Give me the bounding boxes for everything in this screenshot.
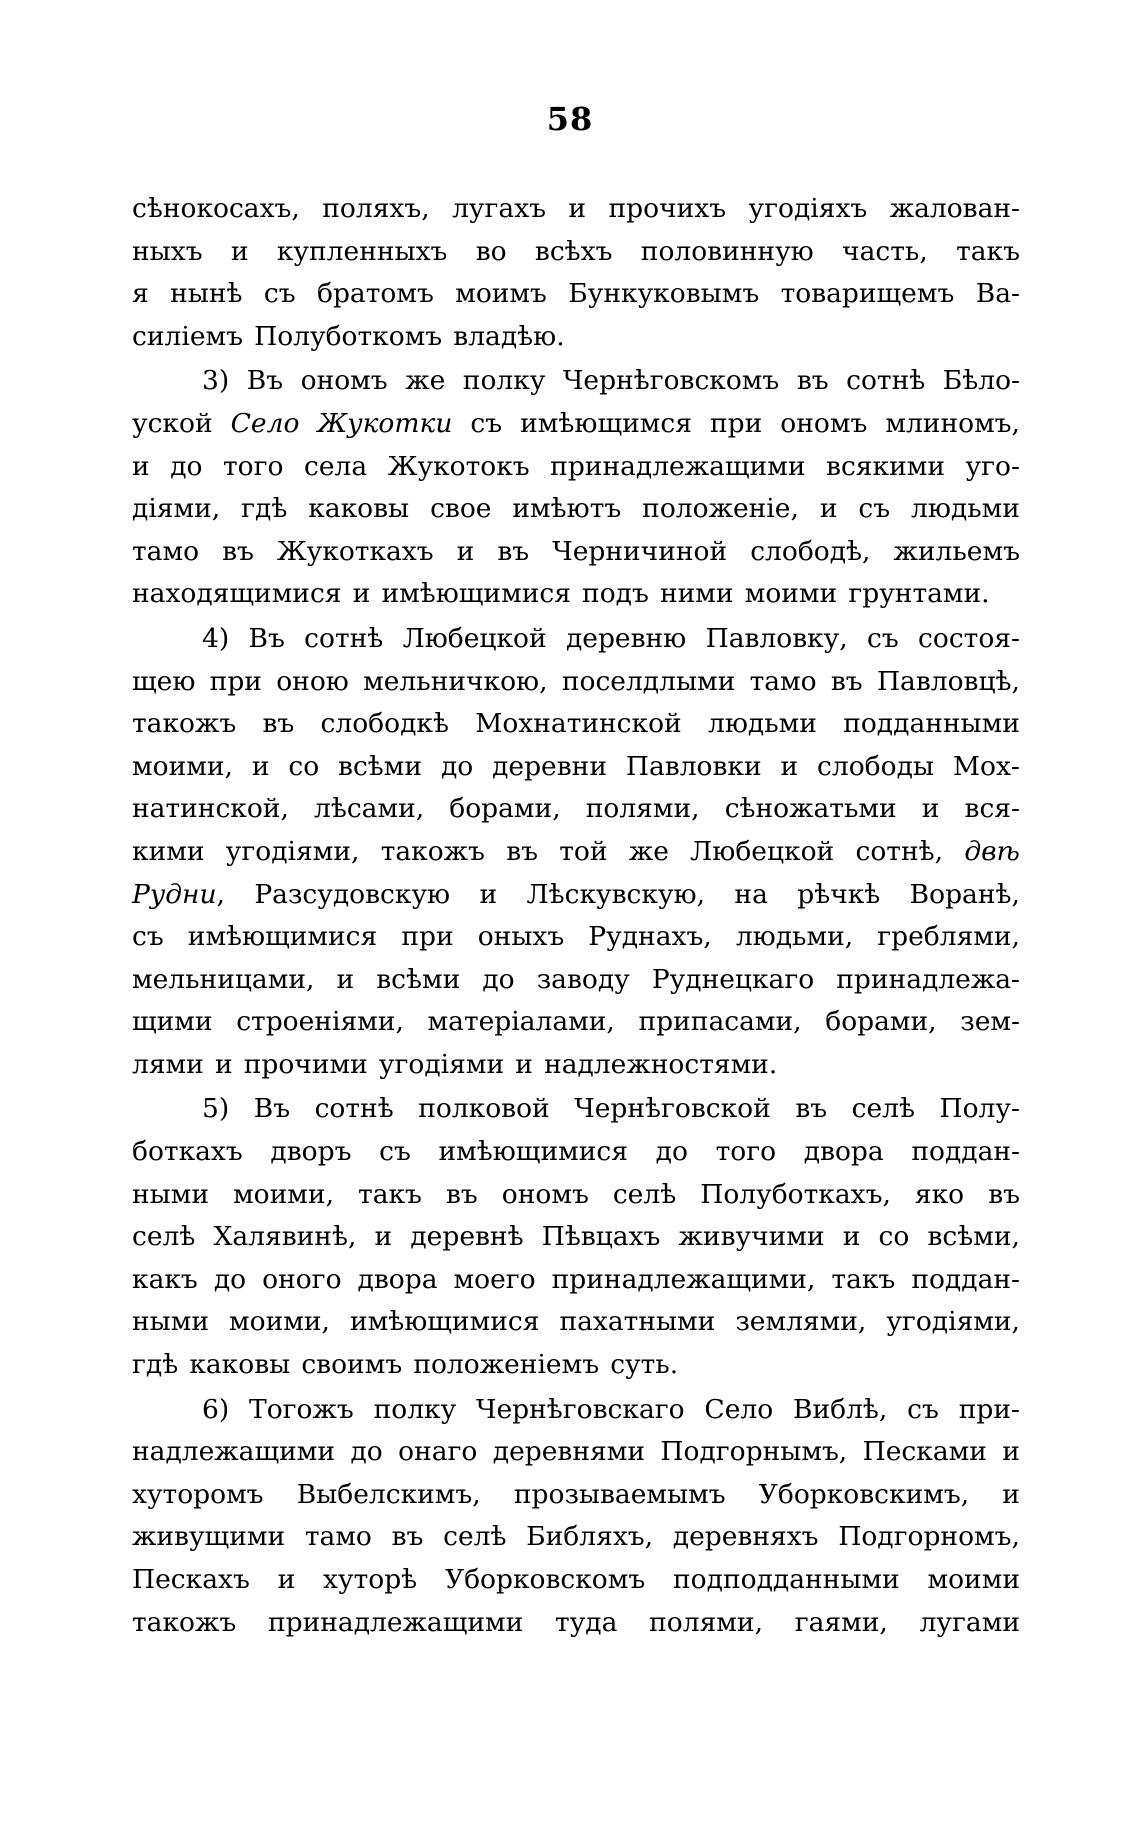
text-line (132, 1301, 1020, 1344)
word: и (336, 963, 355, 995)
word: и (479, 878, 498, 910)
word: свое (430, 493, 492, 525)
word: Чернѣговскаго (476, 1393, 685, 1425)
word: положеніе, (642, 493, 799, 525)
word: при- (958, 1393, 1020, 1425)
word: съ (132, 921, 164, 953)
word: и (842, 1221, 861, 1253)
text-line (132, 1344, 1020, 1387)
word: полковой (418, 1093, 550, 1125)
word: нынѣ (170, 278, 243, 310)
word: Подгорномъ, (838, 1521, 1020, 1553)
word: купленныхъ (276, 235, 448, 267)
body-text (132, 188, 1020, 1644)
word: мельницами, (132, 963, 315, 995)
word: до (350, 1436, 383, 1468)
word: моими (927, 1564, 1020, 1595)
text-line (132, 1431, 1020, 1474)
word: 6) (202, 1393, 230, 1425)
word: деревни (492, 750, 607, 782)
word: слободы (817, 750, 934, 782)
word: принадлежащими (267, 1606, 524, 1638)
word: деревню (565, 622, 687, 654)
word: щею (132, 665, 196, 697)
word: съ (470, 407, 503, 439)
word: подподданными (673, 1564, 900, 1595)
page-number: 58 (546, 100, 594, 138)
word: лугахъ (452, 193, 546, 224)
word: борами, (825, 1006, 937, 1038)
word: сотнѣ (304, 622, 384, 654)
word: того (223, 450, 284, 482)
text-line (132, 618, 1020, 661)
word: дворъ (270, 1136, 352, 1168)
word: и (374, 1221, 393, 1253)
word: яко (914, 1178, 965, 1210)
word: поддан- (911, 1136, 1020, 1168)
word: землями, (735, 1306, 867, 1338)
word: и (1002, 1436, 1020, 1468)
word: суть. (610, 1349, 679, 1381)
word: въ (506, 835, 538, 867)
text-line (132, 959, 1020, 1002)
word: на (734, 878, 768, 910)
word: братомъ (317, 278, 434, 310)
word: Халявинѣ, (213, 1221, 357, 1253)
word: села (304, 450, 368, 482)
word: тамо (749, 665, 817, 697)
word: и (819, 493, 838, 525)
word: имѣющимся (520, 407, 692, 439)
word: и (251, 750, 270, 782)
word: во (475, 235, 507, 267)
word: съ (379, 1136, 411, 1168)
text-line (132, 1516, 1020, 1559)
word: Бѣло- (942, 365, 1020, 397)
word: при (209, 665, 262, 697)
word: оною (276, 665, 349, 697)
word: той (559, 835, 608, 867)
word: гдѣ (241, 493, 288, 525)
word: угодіями, (225, 835, 360, 867)
word: со (878, 1221, 910, 1253)
word: прочими (243, 1048, 368, 1080)
word: грунтами. (848, 578, 990, 610)
word: моими, (132, 750, 233, 782)
word: Въ (248, 622, 285, 654)
paragraph (132, 360, 1020, 616)
word: мельничкою, (363, 665, 548, 697)
word: Руднахъ, (588, 921, 712, 953)
text-line (132, 1088, 1020, 1131)
text-line (132, 661, 1020, 704)
word: Бункуковымъ (568, 278, 760, 310)
text-line (132, 1474, 1020, 1517)
word: половинную (640, 235, 814, 267)
word: всякими (826, 450, 946, 482)
word: же (405, 365, 446, 397)
word: Рудни, (132, 878, 225, 910)
text-line (132, 703, 1020, 746)
word: Полуботкахъ, (700, 1178, 891, 1210)
word: угодіями, (886, 1306, 1020, 1338)
word: Мох- (952, 750, 1020, 782)
word: Руднецкаго (651, 963, 815, 995)
word: со (288, 750, 320, 782)
word: ономъ (501, 1178, 589, 1210)
word: моими, (229, 1306, 330, 1338)
word: до (482, 963, 515, 995)
word: 4) (202, 622, 230, 654)
word: туда (555, 1606, 618, 1638)
text-line (132, 403, 1020, 446)
word: Песками (862, 1436, 987, 1468)
word: Полу- (939, 1093, 1020, 1125)
word: ныхъ (132, 235, 203, 267)
word: Подгорнымъ, (660, 1436, 848, 1468)
word: состоя- (918, 622, 1020, 654)
word: поддан- (911, 1263, 1020, 1295)
word: пахатными (559, 1306, 716, 1338)
word: принадлежащими (550, 450, 806, 482)
word: Павловку, (705, 622, 848, 654)
word: такожъ (132, 708, 237, 740)
word: при (709, 407, 763, 439)
word: имѣютъ (512, 493, 622, 525)
text-line (132, 531, 1020, 574)
word: деревнѣ (410, 1221, 524, 1253)
word: вся- (964, 793, 1020, 825)
word: людьми (911, 493, 1020, 525)
word: находящимися (132, 578, 342, 610)
word: Любецкой (402, 622, 547, 654)
word: гдѣ (132, 1349, 179, 1381)
word: въ (796, 365, 829, 397)
text-line (132, 916, 1020, 959)
text-line (132, 1174, 1020, 1217)
word: такъ (956, 235, 1020, 267)
word: и (277, 1564, 296, 1595)
text-line (132, 1259, 1020, 1302)
word: Жукоткахъ (276, 535, 434, 567)
word: рѣчкѣ (797, 878, 881, 910)
word: до (440, 750, 474, 782)
word: боткахъ (132, 1136, 243, 1168)
word: селѣ (443, 1521, 507, 1553)
word: силіемъ (132, 320, 243, 352)
word: сѣножатьми (724, 793, 897, 825)
word: Разсудовскую (254, 878, 451, 910)
word: Мохнатинской (475, 708, 682, 740)
text-line (132, 831, 1020, 874)
word: оныхъ (477, 921, 565, 953)
word: владѣю. (453, 320, 565, 352)
word: Виблѣ, (793, 1393, 888, 1425)
word: Ва- (975, 278, 1020, 310)
word: съ (907, 1393, 939, 1425)
word: и (515, 1048, 533, 1080)
word: 5) (202, 1093, 230, 1125)
word: подъ (582, 578, 649, 610)
text-line (132, 1559, 1020, 1602)
word: Полуботкомъ (254, 320, 443, 352)
word: какъ (132, 1263, 198, 1295)
paragraph (132, 618, 1020, 1087)
word: деревняхъ (672, 1521, 819, 1553)
word: подданными (843, 708, 1020, 740)
word: тамо (304, 1521, 372, 1553)
word: сѣнокосахъ, (132, 193, 300, 224)
word: надлежностями. (544, 1048, 778, 1080)
word: 3) (202, 365, 230, 397)
word: въ (262, 708, 295, 740)
word: кими (132, 835, 205, 867)
word: всѣми (376, 963, 461, 995)
word: Черничиной (552, 535, 728, 567)
word: діями, (132, 493, 221, 525)
word: жильемъ (893, 535, 1020, 567)
word: такъ (831, 1263, 896, 1295)
word: полями, (585, 793, 700, 825)
word: и (456, 535, 475, 567)
word: греблями, (877, 921, 1020, 953)
word: сотнѣ (846, 365, 926, 397)
word: Въ (253, 1093, 291, 1125)
word: въ (795, 1093, 828, 1125)
word: щими (132, 1006, 213, 1038)
word: лями (132, 1048, 204, 1080)
word: и (1002, 1478, 1020, 1510)
word: положеніемъ (413, 1349, 600, 1381)
word: имѣющимися (187, 921, 378, 953)
word: до (170, 450, 203, 482)
word: я (132, 278, 149, 310)
text-line (132, 231, 1020, 274)
word: млиномъ, (885, 407, 1020, 439)
paragraph (132, 1389, 1020, 1645)
paragraph (132, 1088, 1020, 1386)
word: поселдлыми (561, 665, 736, 697)
word: Село (230, 407, 300, 439)
word: и (230, 235, 249, 267)
word: ономъ (780, 407, 868, 439)
text-line (132, 316, 1020, 359)
word: матеріалами, (427, 1006, 615, 1038)
word: имѣющимися (381, 578, 571, 610)
text-line (132, 573, 1020, 616)
word: Выбелскимъ, (296, 1478, 481, 1510)
word: при (401, 921, 454, 953)
word: Лѣскувскую, (526, 878, 706, 910)
text-line (132, 360, 1020, 403)
word: моего (453, 1263, 536, 1295)
word: моимъ (455, 278, 547, 310)
word: въ (391, 1521, 424, 1553)
word: Павловки (625, 750, 762, 782)
word: Чернѣговскомъ (562, 365, 780, 397)
word: ными (132, 1178, 210, 1210)
word: въ (830, 665, 863, 697)
text-line (132, 874, 1020, 917)
word: съ (263, 278, 296, 310)
word: уго- (965, 450, 1020, 482)
word: уской (132, 407, 213, 439)
word: тамо (132, 535, 200, 567)
word: моими (744, 578, 838, 610)
word: каковы (308, 493, 410, 525)
word: полку (373, 1393, 457, 1425)
word: всѣми (338, 750, 423, 782)
word: людьми (707, 708, 817, 740)
word: и (568, 193, 587, 224)
word: съ (858, 493, 891, 525)
word: Уборковскомъ (444, 1564, 646, 1595)
text-line (132, 1131, 1020, 1174)
word: двора (803, 1136, 884, 1168)
text-line (132, 273, 1020, 316)
word: прозываемымъ (513, 1478, 726, 1510)
word: надлежащими (132, 1436, 336, 1468)
word: припасами, (638, 1006, 802, 1038)
text-line (132, 488, 1020, 531)
word: Въ (246, 365, 284, 397)
word: селѣ (612, 1178, 677, 1210)
word: деревнями (492, 1436, 645, 1468)
word: прочихъ (608, 193, 727, 224)
word: въ (988, 1178, 1020, 1210)
word: двора (357, 1263, 438, 1295)
word: Любецкой (690, 835, 835, 867)
word: такожъ (132, 1606, 237, 1638)
word: гаями, (794, 1606, 888, 1638)
word: того (715, 1136, 777, 1168)
word: слободкѣ (320, 708, 449, 740)
word: селѣ (132, 1221, 196, 1253)
word: и (921, 793, 940, 825)
text-line (132, 1216, 1020, 1259)
word: Пѣвцахъ (541, 1221, 661, 1253)
word: Воранѣ, (909, 878, 1020, 910)
word: живучими (678, 1221, 825, 1253)
word: товарищемъ (780, 278, 955, 310)
word: до (213, 1263, 247, 1295)
word: Жукотокъ (387, 450, 530, 482)
word: принадлежа- (836, 963, 1020, 995)
word: угодіяхъ (748, 193, 868, 224)
word: въ (445, 1178, 478, 1210)
word: оного (262, 1263, 342, 1295)
word: и (780, 750, 799, 782)
word: Тогожъ (249, 1393, 354, 1425)
word: каковы (189, 1349, 291, 1381)
word: Библяхъ, (526, 1521, 654, 1553)
word: принадлежащими, (551, 1263, 816, 1295)
paragraph (132, 188, 1020, 358)
word: всѣми, (927, 1221, 1020, 1253)
text-line (132, 446, 1020, 489)
word: съ (867, 622, 899, 654)
word: ными (132, 1306, 210, 1338)
word: полку (462, 365, 546, 397)
word: въ (222, 535, 254, 567)
word: борами, (449, 793, 561, 825)
word: поляхъ, (322, 193, 430, 224)
text-line (132, 1389, 1020, 1432)
text-line (132, 788, 1020, 831)
word: Уборковскимъ, (758, 1478, 970, 1510)
word: натинской, (132, 793, 289, 825)
word: строеніями, (236, 1006, 404, 1038)
word: двѣ (964, 835, 1020, 867)
word: моими, (233, 1178, 334, 1210)
word: Чернѣговской (574, 1093, 771, 1125)
word: ономъ (300, 365, 388, 397)
word: часть, (842, 235, 928, 267)
word: хуторѣ (323, 1564, 418, 1595)
word: имѣющимися (438, 1136, 628, 1168)
word: онаго (398, 1436, 478, 1468)
word: сотнѣ (314, 1093, 394, 1125)
word: людьми, (735, 921, 854, 953)
word: Жукотки (317, 407, 453, 439)
word: Павловцѣ, (876, 665, 1020, 697)
word: такъ (358, 1178, 422, 1210)
word: всѣхъ (534, 235, 613, 267)
word: и (132, 450, 150, 482)
word: ними (659, 578, 734, 610)
text-line (132, 1044, 1020, 1087)
text-line (132, 188, 1020, 231)
text-line (132, 746, 1020, 789)
word: и (352, 578, 371, 610)
word: угодіями (378, 1048, 505, 1080)
word: лугами (919, 1606, 1020, 1638)
word: до (655, 1136, 688, 1168)
word: жалован- (889, 193, 1020, 224)
word: Село (704, 1393, 774, 1425)
word: и (214, 1048, 233, 1080)
word: селѣ (851, 1093, 915, 1125)
word: живущими (132, 1521, 286, 1553)
word: слободѣ, (750, 535, 871, 567)
word: такожъ (380, 835, 485, 867)
word: въ (497, 535, 530, 567)
word: сотнѣ, (855, 835, 944, 867)
text-line (132, 1602, 1020, 1645)
text-line (132, 1001, 1020, 1044)
word: заводу (536, 963, 630, 995)
word: своимъ (301, 1349, 403, 1381)
word: полями, (649, 1606, 764, 1638)
word: лѣсами, (314, 793, 425, 825)
word: зем- (960, 1006, 1020, 1038)
word: имѣющимися (349, 1306, 540, 1338)
word: хуторомъ (132, 1478, 264, 1510)
word: Пескахъ (132, 1564, 250, 1595)
word: же (628, 835, 669, 867)
